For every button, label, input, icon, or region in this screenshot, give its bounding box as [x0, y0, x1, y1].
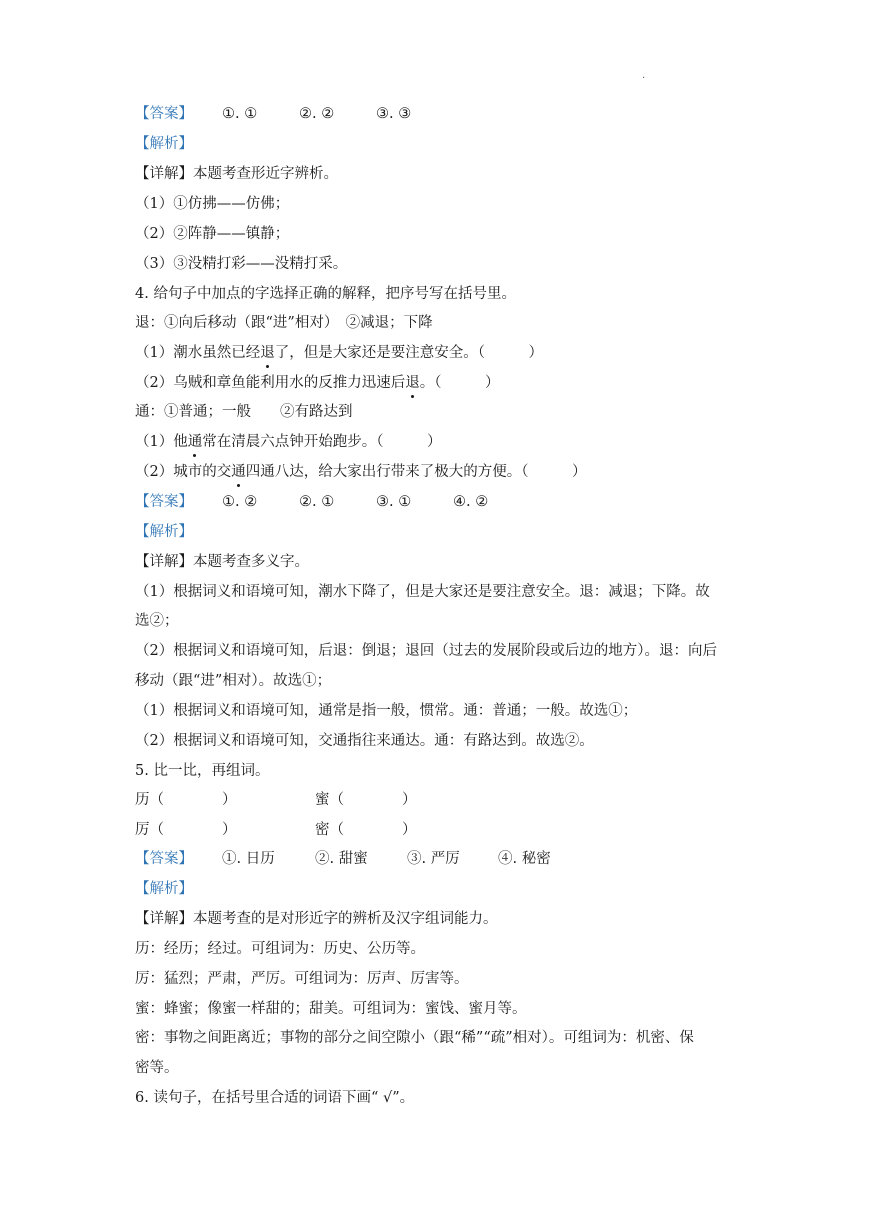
question-title: 4. 给句子中加点的字选择正确的解释，把序号写在括号里。 [135, 286, 516, 302]
answer-item: ④. ② [453, 494, 489, 510]
q5-answer-line [135, 849, 551, 869]
analysis-label: 【解析】 [135, 524, 193, 540]
explanation-line: （2）根据词义和语境可知，后退：倒退；退回（过去的发展阶段或后边的地方）。退：向后 [135, 643, 717, 659]
sentence-line: （2）乌贼和章鱼能利用水的反推力迅速后退。（ ） [135, 375, 500, 391]
explanation-line: 蜜：蜂蜜；像蜜一样甜的；甜美。可组词为：蜜饯、蜜月等。 [135, 1001, 527, 1017]
definition-line: 通：①普通；一般 ②有路达到 [135, 404, 353, 420]
explanation-line: 移动（跟“进”相对）。故选①； [135, 673, 332, 689]
word-blank: 厉（ ） [135, 822, 237, 838]
question-title: 6. 读句子，在括号里合适的词语下画“ √”。 [135, 1090, 415, 1106]
dotted-char: 退 [405, 375, 420, 391]
detail-line: 【详解】本题考查多义字。 [135, 554, 309, 570]
word-blank: 历（ ） [135, 792, 237, 808]
answer-item: ③. ① [376, 494, 412, 510]
dotted-char: 通 [187, 434, 203, 450]
answer-item: ①. ② [222, 494, 258, 510]
explanation-line: （3）③没精打彩——没精打采。 [135, 256, 348, 272]
analysis-label: 【解析】 [135, 881, 193, 897]
header-mark: . [642, 70, 646, 81]
detail-line: 【详解】本题考查的是对形近字的辨析及汉字组词能力。 [135, 911, 498, 927]
answer-item: ②. ② [299, 106, 335, 122]
dotted-char: 退 [260, 345, 275, 361]
explanation-line: 厉：猛烈；严肃，严厉。可组词为：厉声、厉害等。 [135, 971, 469, 987]
explanation-line: 密等。 [135, 1060, 179, 1076]
analysis-label: 【解析】 [135, 136, 193, 152]
word-row [135, 820, 417, 840]
sentence-line: （1）他通常在清晨六点钟开始跑步。（ ） [135, 434, 442, 450]
sentence-line: （1）潮水虽然已经退了，但是大家还是要注意安全。（ ） [135, 345, 543, 361]
explanation-line: （2）根据词义和语境可知，交通指往来通达。通：有路达到。故选②。 [135, 733, 594, 749]
detail-line: 【详解】本题考查形近字辨析。 [135, 166, 338, 182]
answer-item: ①. ① [222, 106, 258, 122]
question-title: 5. 比一比，再组词。 [135, 763, 270, 779]
dotted-char: 通 [231, 464, 246, 480]
answer-item: ③. 严厉 [407, 851, 460, 867]
definition-line: 退：①向后移动（跟“进”相对） ②减退；下降 [135, 315, 433, 331]
explanation-line: 历：经历；经过。可组词为：历史、公历等。 [135, 941, 425, 957]
explanation-line: 选②； [135, 613, 179, 629]
q3-answer-line [135, 104, 412, 124]
answer-label: 【答案】 [135, 851, 193, 867]
answer-item: ④. 秘密 [498, 851, 551, 867]
answer-item: ③. ③ [376, 106, 412, 122]
word-row [135, 790, 417, 810]
answer-label: 【答案】 [135, 106, 193, 122]
explanation-line: （1）根据词义和语境可知，通常是指一般，惯常。通：普通；一般。故选①； [135, 703, 638, 719]
explanation-line: （1）①仿拂——仿佛； [135, 196, 290, 212]
answer-item: ①. 日历 [222, 851, 275, 867]
explanation-line: （1）根据词义和语境可知，潮水下降了，但是大家还是要注意安全。退：减退；下降。故 [135, 584, 710, 600]
answer-item: ②. ① [299, 494, 335, 510]
explanation-line: 密：事物之间距离近；事物的部分之间空隙小（跟“稀”“疏”相对）。可组词为：机密、保 [135, 1030, 694, 1046]
word-blank: 密（ ） [315, 822, 417, 838]
explanation-line: （2）②阵静——镇静； [135, 226, 290, 242]
q4-answer-line [135, 492, 489, 512]
word-blank: 蜜（ ） [315, 792, 417, 808]
answer-item: ②. 甜蜜 [315, 851, 368, 867]
answer-label: 【答案】 [135, 494, 193, 510]
sentence-line: （2）城市的交通四通八达，给大家出行带来了极大的方便。（ ） [135, 464, 587, 480]
